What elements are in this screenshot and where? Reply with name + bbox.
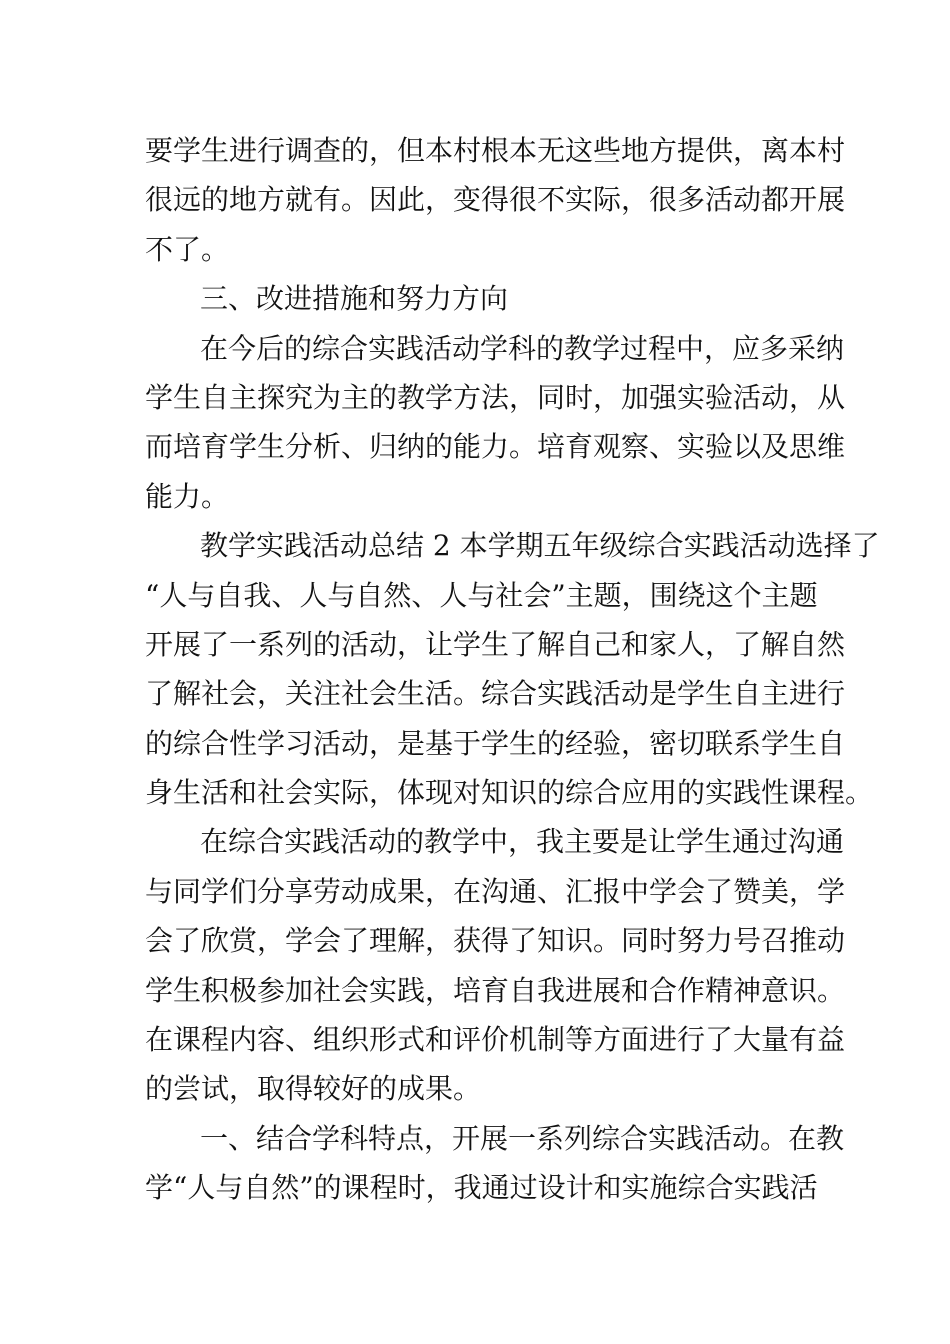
text-line: 学“人与自然”的课程时，我通过设计和实施综合实践活 <box>145 1171 818 1205</box>
text-line: 三、改进措施和努力方向 <box>200 282 509 316</box>
text-line: 了解社会，关注社会生活。综合实践活动是学生自主进行 <box>145 677 846 711</box>
text-line: 不了。 <box>145 232 230 266</box>
text-line: 学生积极参加社会实践，培育自我进展和合作精神意识。 <box>145 973 846 1007</box>
text-line: 很远的地方就有。因此，变得很不实际，很多活动都开展 <box>145 183 846 217</box>
text-line: 会了欣赏，学会了理解，获得了知识。同时努力号召推动 <box>145 924 846 958</box>
text-line: “人与自我、人与自然、人与社会”主题，围绕这个主题 <box>145 578 818 612</box>
text-line: 在课程内容、组织形式和评价机制等方面进行了大量有益 <box>145 1023 846 1057</box>
text-line: 一、结合学科特点，开展一系列综合实践活动。在教 <box>200 1121 845 1155</box>
text-line: 与同学们分享劳动成果，在沟通、汇报中学会了赞美，学 <box>145 874 846 908</box>
document-body <box>145 126 880 1213</box>
text-line: 而培育学生分析、归纳的能力。培育观察、实验以及思维 <box>145 430 846 464</box>
text-line: 教学实践活动总结 2 本学期五年级综合实践活动选择了 <box>200 529 880 563</box>
text-line: 开展了一系列的活动，让学生了解自己和家人，了解自然 <box>145 627 846 661</box>
text-line: 的综合性学习活动，是基于学生的经验，密切联系学生自 <box>145 726 846 760</box>
text-line: 能力。 <box>145 479 230 513</box>
text-line: 的尝试，取得较好的成果。 <box>145 1072 482 1106</box>
text-line: 学生自主探究为主的教学方法，同时，加强实验活动，从 <box>145 380 846 414</box>
text-line: 身生活和社会实际，体现对知识的综合应用的实践性课程。 <box>145 776 874 810</box>
text-line: 在综合实践活动的教学中，我主要是让学生通过沟通 <box>200 825 845 859</box>
text-line: 要学生进行调查的，但本村根本无这些地方提供，离本村 <box>145 134 846 167</box>
text-line: 在今后的综合实践活动学科的教学过程中，应多采纳 <box>200 331 845 365</box>
